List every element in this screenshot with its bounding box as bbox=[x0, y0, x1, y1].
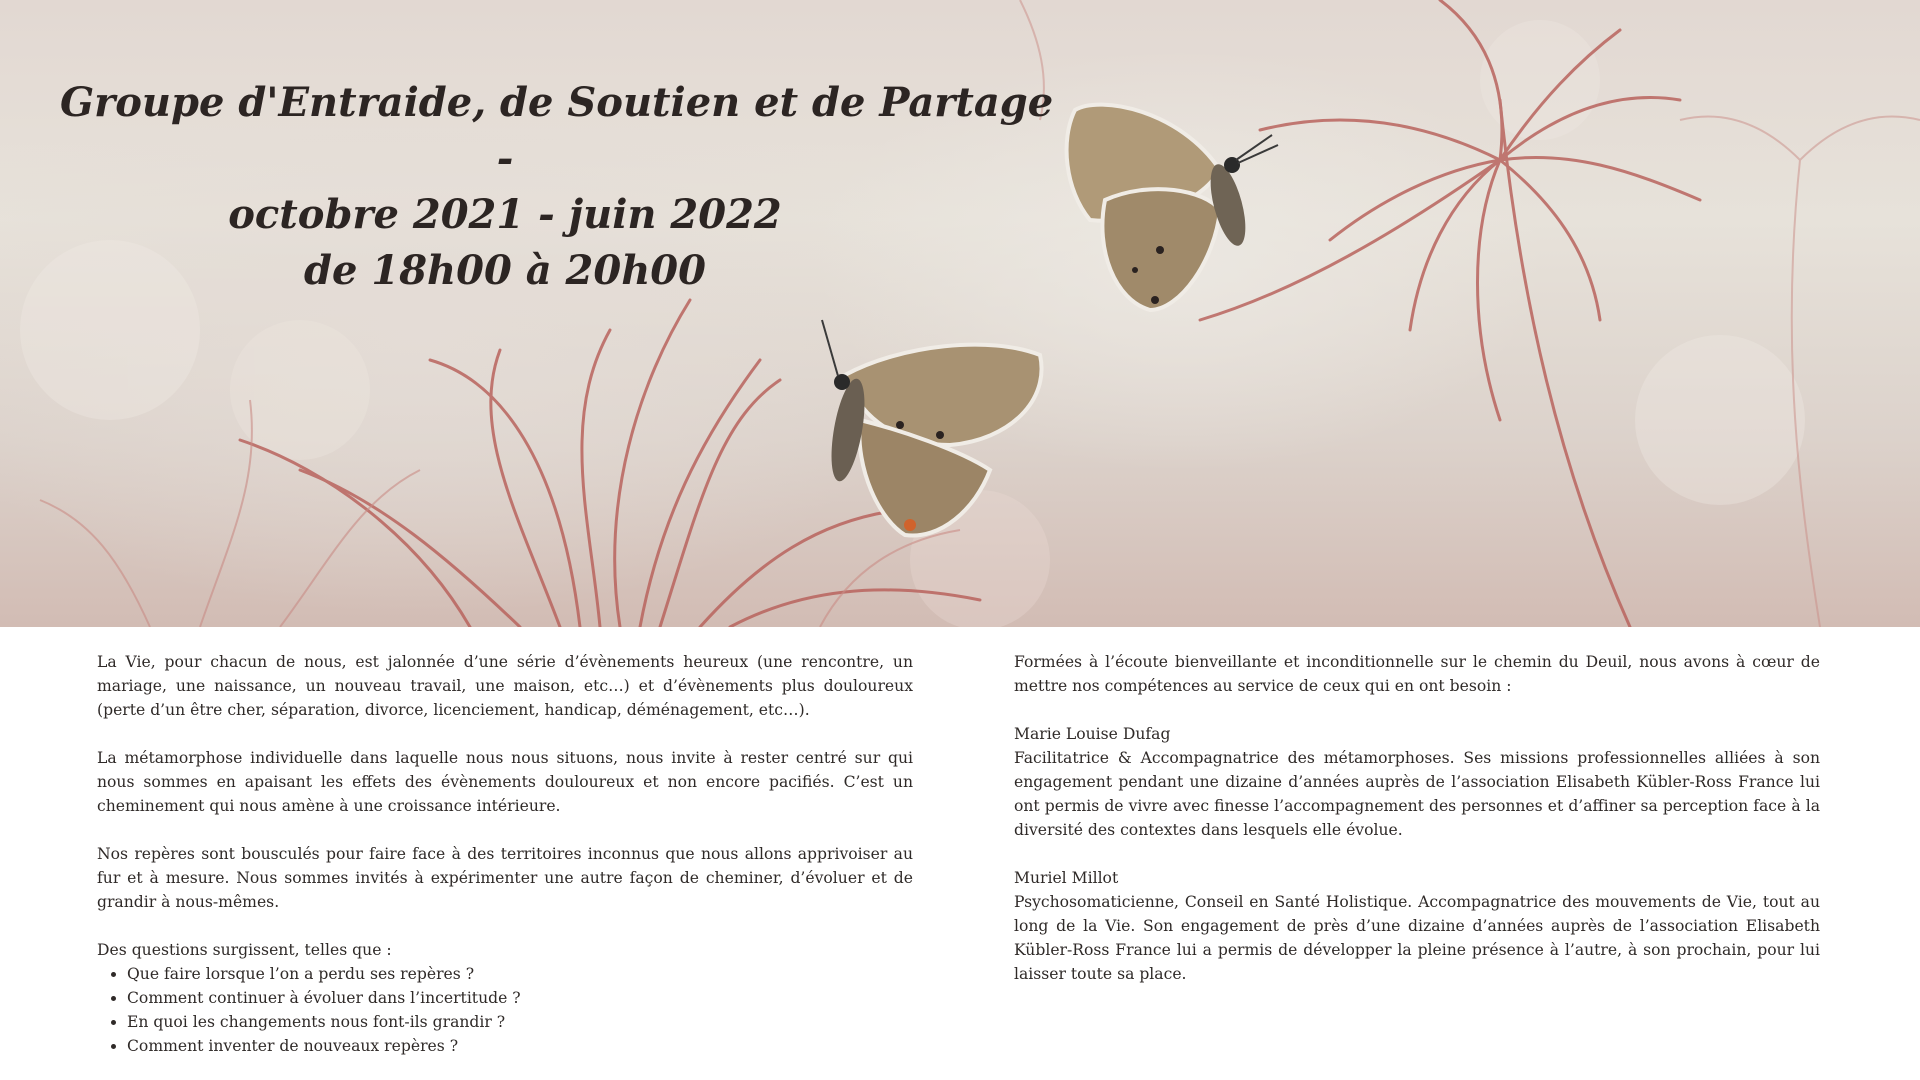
questions-list bbox=[97, 962, 913, 1058]
left-column bbox=[97, 650, 913, 1058]
butterfly-upper bbox=[1067, 105, 1278, 310]
facilitator-block bbox=[1014, 722, 1820, 842]
facilitator-block bbox=[1014, 866, 1820, 986]
paragraph: Nos repères sont bousculés pour faire face à des territoires inconnus que nous allons apprivoiser au fur et à mesure. Nous sommes invités à expérimenter une autre façon de cheminer, d’évoluer et de grandir à nous-mêmes. bbox=[97, 845, 913, 911]
list-item: • Comment continuer à évoluer dans l’incertitude ? bbox=[127, 986, 913, 1010]
list-item: • En quoi les changements nous font-ils grandir ? bbox=[127, 1010, 913, 1034]
title-line: - bbox=[496, 135, 514, 182]
title-line: de 18h00 à 20h00 bbox=[304, 247, 706, 294]
facilitator-bio: Psychosomaticienne, Conseil en Santé Holistique. Accompagnatrice des mouvements de Vie, tout au long de la Vie. Son engagement de près d’une dizaine d’années auprès de l’association Elisabeth Kübler-Ross France lui a permis de développer la pleine présence à l’autre, à son prochain, pour lui laisser toute sa place. bbox=[1014, 893, 1820, 983]
facilitator-bio: Facilitatrice & Accompagnatrice des métamorphoses. Ses missions professionnelles alliées à son engagement pendant une dizaine d’années auprès de l’association Elisabeth Kübler-Ross France lui ont permis de vivre avec finesse l’accompagnement des personnes et d’affiner sa perception face à la diversité des contextes dans lesquels elle évolue. bbox=[1014, 749, 1820, 839]
list-item: • Comment inventer de nouveaux repères ? bbox=[127, 1034, 913, 1058]
grass-right bbox=[1200, 0, 1700, 627]
title-line: Groupe d'Entraide, de Soutien et de Partage bbox=[60, 79, 1054, 126]
right-column bbox=[1014, 650, 1820, 1010]
hero-title bbox=[60, 75, 1054, 299]
list-item: • Que faire lorsque l’on a perdu ses repères ? bbox=[127, 962, 913, 986]
facilitator-name: Marie Louise Dufag bbox=[1014, 725, 1171, 743]
title-line: octobre 2021 - juin 2022 bbox=[228, 191, 782, 238]
questions-intro: Des questions surgissent, telles que : bbox=[97, 941, 392, 959]
paragraph: La métamorphose individuelle dans laquelle nous nous situons, nous invite à rester centré sur qui nous sommes en apaisant les effets des évènements douloureux et non encore pacifiés. C’est un cheminement qui nous amène à une croissance intérieure. bbox=[97, 749, 913, 815]
content-area bbox=[0, 650, 1920, 1080]
intro-paragraph: Formées à l’écoute bienveillante et inconditionnelle sur le chemin du Deuil, nous avons à cœur de mettre nos compétences au service de ceux qui en ont besoin : bbox=[1014, 653, 1820, 695]
facilitator-name: Muriel Millot bbox=[1014, 869, 1119, 887]
paragraph: La Vie, pour chacun de nous, est jalonnée d’une série d’évènements heureux (une rencontre, un mariage, une naissance, un nouveau travail, une maison, etc…) et d’évènements plus douloureux (perte d’un être cher, séparation, divorce, licenciement, handicap, déménagement, etc…). bbox=[97, 653, 913, 719]
